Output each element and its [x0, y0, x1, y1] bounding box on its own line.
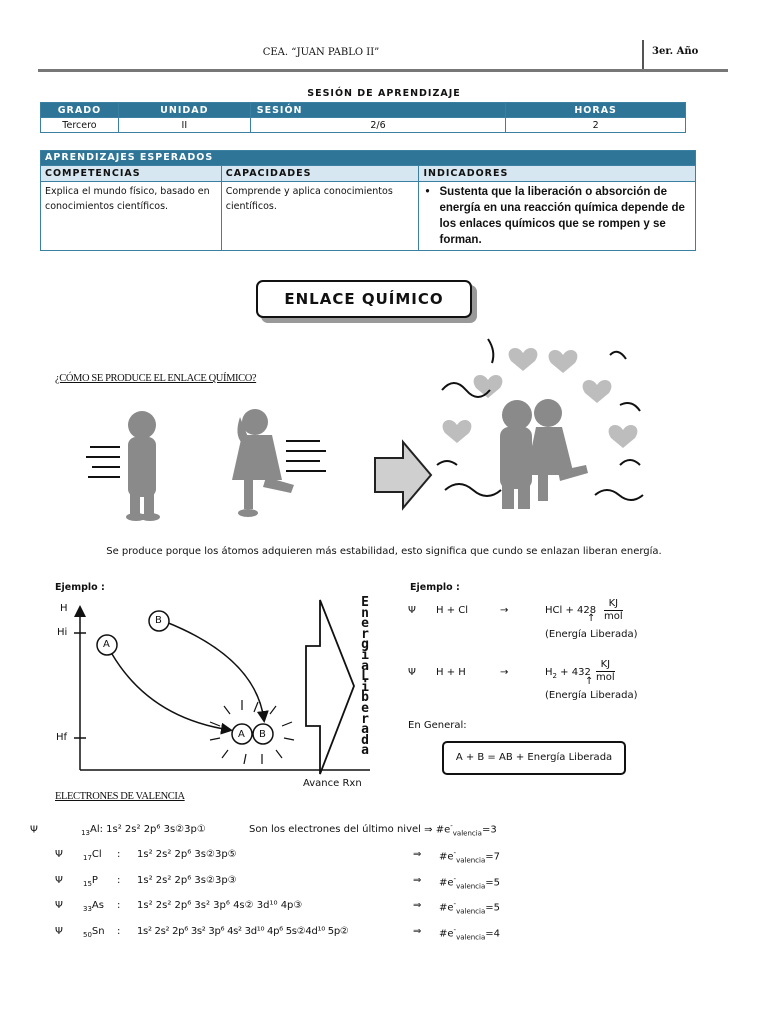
- up-arrow-1: ↑: [587, 613, 596, 624]
- y-label-h: H: [60, 603, 68, 614]
- example-label-graph: Ejemplo :: [55, 582, 105, 593]
- topic-title: ENLACE QUÍMICO: [256, 280, 472, 318]
- boy-silhouette: [126, 411, 160, 521]
- header-unidad: UNIDAD: [118, 103, 250, 118]
- valence-row-al: Ψ $_{13}$Al: 1s² 2s² 2p⁶ 3s②3p① Son los electrones del último nivel ⇒ $\#e^-_{valencia}=3$: [30, 822, 497, 838]
- energy-vertical-text: E n e r g í a L i b e r a d a: [361, 595, 369, 759]
- kids-illustration: [80, 325, 660, 525]
- explanation-sentence: Se produce porque los átomos adquieren más estabilidad, esto significa que cundo se enlazan liberan energía.: [106, 546, 662, 557]
- y-label-hf: Hf: [56, 732, 68, 743]
- session-title: SESIÓN DE APRENDIZAJE: [307, 88, 461, 99]
- atom-a-label: A: [103, 639, 110, 650]
- header-grado: GRADO: [41, 103, 119, 118]
- school-name: CEA. “JUAN PABLO II”: [262, 47, 380, 58]
- header-rule: [38, 69, 728, 72]
- header-competencias: COMPETENCIAS: [41, 166, 222, 182]
- valence-row-cl: Ψ $_{17}$Cl : 1s² 2s² 2p⁶ 3s②3p⑤ ⇒ $\#e^-_{valencia}=7$: [55, 849, 501, 865]
- reaction1-arrow: →: [500, 605, 509, 616]
- valence-title: ELECTRONES DE VALENCIA: [55, 791, 185, 802]
- general-label: En General:: [408, 720, 467, 731]
- y-label-hi: Hi: [57, 627, 68, 638]
- energy-released-1: (Energía Liberada): [545, 629, 638, 640]
- example-label-reactions: Ejemplo :: [410, 582, 460, 593]
- indicador-text: Sustenta que la liberación o absorción de energía en una reacción química depende de los enlaces químicos que se rompen y se forman.: [439, 186, 685, 246]
- value-grado: Tercero: [41, 118, 119, 133]
- unit-fraction-1: KJ mol: [604, 598, 623, 622]
- learning-band: APRENDIZAJES ESPERADOS: [41, 151, 696, 166]
- capacidad-text: Comprende y aplica conocimientos científicos.: [221, 182, 419, 251]
- psi-1: Ψ: [408, 605, 416, 616]
- couple-silhouette: [500, 399, 588, 509]
- arrow-shape: [375, 442, 431, 508]
- unit-fraction-2: KJ mol: [596, 659, 615, 683]
- header-sesion: SESIÓN: [250, 103, 506, 118]
- up-arrow-2: ↑: [585, 676, 594, 687]
- valence-row-p: Ψ $_{15}$P : 1s² 2s² 2p⁶ 3s②3p③ ⇒ $\#e^-_{valencia}=5$: [55, 875, 501, 891]
- learning-table: [40, 150, 696, 251]
- atom-a-bonded: A: [238, 729, 245, 740]
- session-info-table: [40, 102, 686, 133]
- value-horas: 2: [506, 118, 686, 133]
- indicador-item: [423, 184, 691, 248]
- bullet: •: [425, 186, 430, 198]
- atom-b-label: B: [155, 615, 162, 626]
- indicador-cell: [419, 182, 696, 251]
- psi-2: Ψ: [408, 667, 416, 678]
- competencia-text: Explica el mundo físico, basado en conocimientos científicos.: [41, 182, 222, 251]
- energy-arrow: [306, 600, 354, 774]
- question-heading: ¿CÓMO SE PRODUCE EL ENLACE QUÍMICO?: [55, 373, 257, 384]
- reaction2-reactants: H + H: [436, 667, 466, 678]
- reaction2-arrow: →: [500, 667, 509, 678]
- grade-label: 3er. Año: [652, 46, 699, 57]
- value-sesion: 2/6: [250, 118, 506, 133]
- general-equation: A + B = AB + Energía Liberada: [442, 741, 626, 775]
- header-indicadores: INDICADORES: [419, 166, 696, 182]
- energy-graph: [70, 595, 390, 778]
- energy-released-2: (Energía Liberada): [545, 690, 638, 701]
- header-capacidades: CAPACIDADES: [221, 166, 419, 182]
- reaction2-products: $H_2 + 432$: [545, 667, 591, 680]
- header-divider: [642, 40, 644, 70]
- girl-silhouette: [232, 409, 294, 517]
- reaction1-products: HCl + 428: [545, 605, 597, 616]
- reaction1-reactants: H + Cl: [436, 605, 469, 616]
- value-unidad: II: [118, 118, 250, 133]
- header-horas: HORAS: [506, 103, 686, 118]
- atom-b-bonded: B: [259, 729, 266, 740]
- x-label: Avance Rxn: [303, 778, 362, 789]
- valence-row-sn: Ψ $_{50}$Sn : 1s² 2s² 2p⁶ 3s² 3p⁶ 4s² 3d¹⁰ 4p⁶ 5s②4d¹⁰ 5p② ⇒ $\#e^-_{valencia}=4$: [55, 926, 501, 942]
- valence-row-as: Ψ $_{33}$As : 1s² 2s² 2p⁶ 3s² 3p⁶ 4s② 3d¹⁰ 4p③ ⇒ $\#e^-_{valencia}=5$: [55, 900, 501, 916]
